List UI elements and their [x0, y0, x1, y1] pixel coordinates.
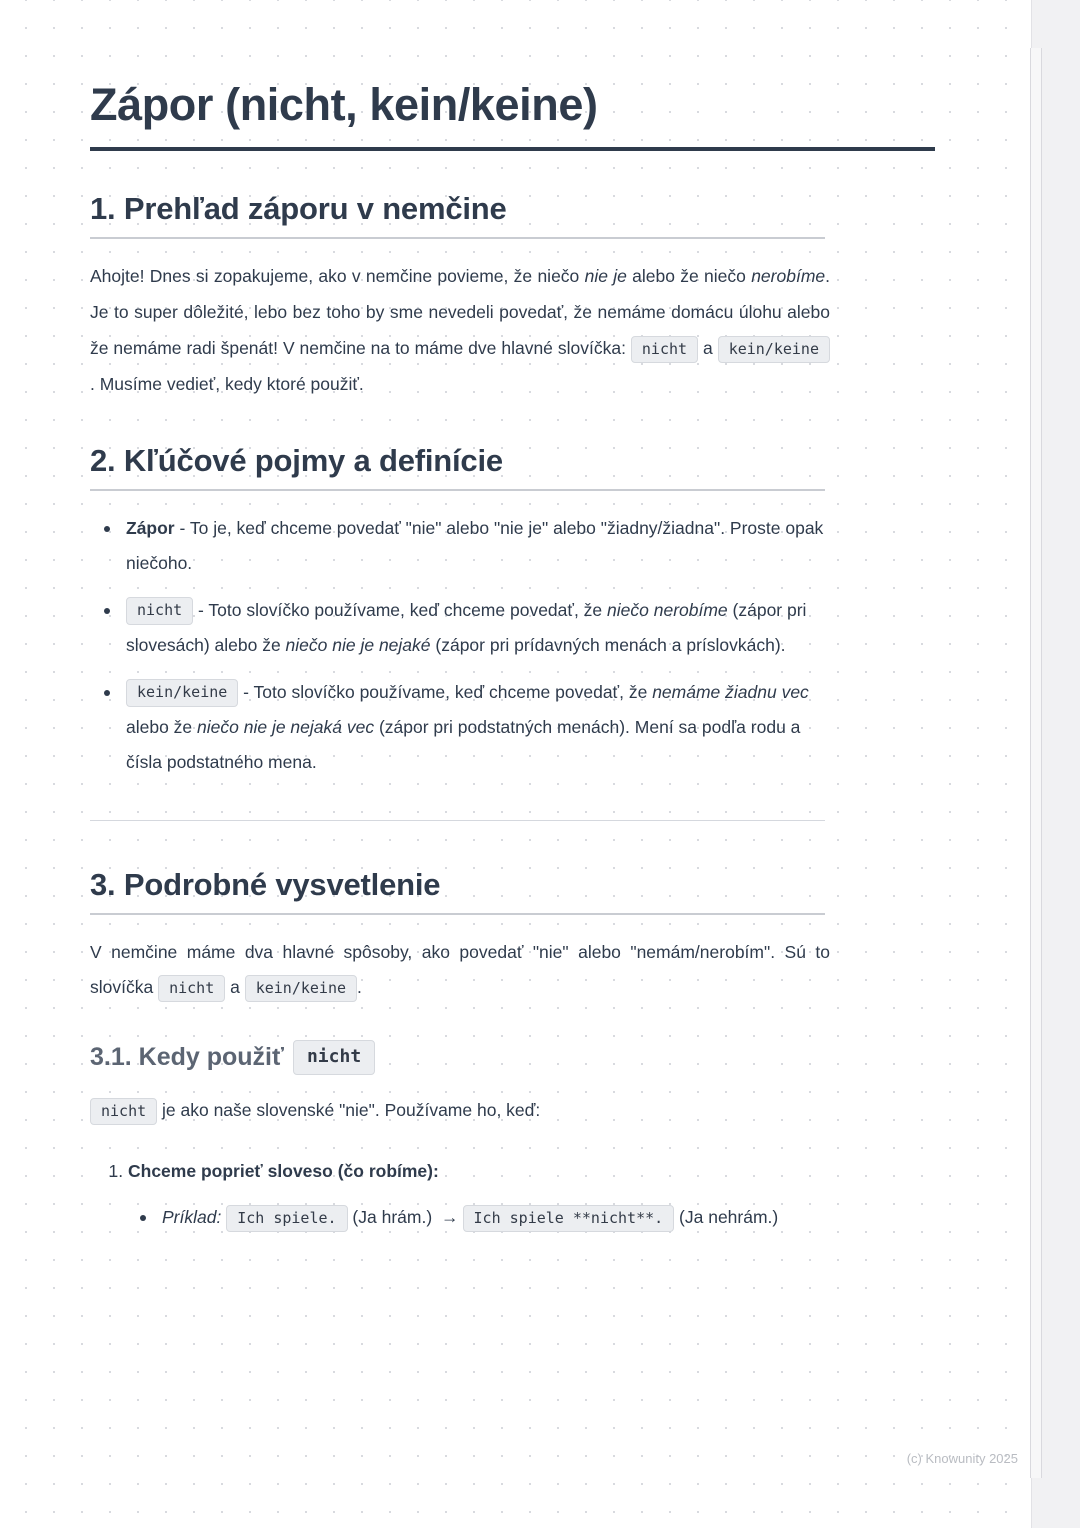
section-3-divider — [90, 913, 825, 915]
list-item — [90, 511, 830, 581]
subsection-3-1-heading — [90, 1040, 830, 1075]
usage-item-title: Chceme poprieť sloveso (čo robíme): — [128, 1160, 439, 1181]
text-fragment: a — [225, 977, 245, 998]
text-fragment: je ako naše slovenské "nie". Používame ho, keď: — [157, 1100, 541, 1121]
list-item — [128, 1200, 830, 1235]
code-chip-nicht: nicht — [158, 975, 225, 1002]
section-1-heading: 1. Prehľad záporu v nemčine — [90, 191, 507, 227]
code-chip-nicht: nicht — [90, 1098, 157, 1125]
text-fragment: (zápor pri podstatných menách). Mení sa podľa rodu a čísla podstatného mena. — [126, 716, 801, 772]
list-item — [90, 593, 830, 663]
text-fragment: . — [357, 977, 362, 998]
term-zapor: Zápor — [126, 517, 175, 538]
code-chip-ich-spiele: Ich spiele. — [226, 1205, 347, 1232]
scrollbar-thumb[interactable] — [1030, 48, 1042, 1478]
text-fragment: - To je, keď chceme povedať "nie" alebo "nie je" alebo "žiadny/žiadna". Proste opak niečoho. — [126, 517, 824, 573]
code-chip-kein-keine: kein/keine — [245, 975, 357, 1002]
emphasis-phrase: niečo nie je nejaká vec — [197, 716, 375, 737]
copyright-note: (c) Knowunity 2025 — [906, 1451, 1018, 1466]
section-1-divider — [90, 237, 825, 239]
text-fragment: alebo že niečo — [626, 266, 752, 287]
code-chip-nicht: nicht — [631, 336, 698, 363]
code-chip-kein-keine: kein/keine — [718, 336, 830, 363]
subsection-label: 3.1. Kedy použiť — [90, 1043, 284, 1072]
list-item — [90, 675, 830, 780]
example-label: Príklad: — [162, 1207, 222, 1228]
section-1-paragraph — [90, 259, 830, 403]
text-fragment: . Je to super dôležité, lebo bez toho by sme nevedeli povedať, že nemáme domácu úlohu alebo že nemáme radi špenát! V nemčine na to máme dve hlavné slovíčka: — [90, 266, 831, 358]
code-chip-kein-keine: kein/keine — [126, 679, 238, 706]
subsection-intro — [90, 1093, 830, 1129]
text-fragment: (Ja nehrám.) — [674, 1207, 779, 1228]
emphasis-phrase: nemáme žiadnu vec — [652, 681, 809, 702]
section-2-heading: 2. Kľúčové pojmy a definície — [90, 442, 503, 478]
title-divider — [90, 147, 935, 151]
text-fragment: - Toto slovíčko používame, keď chceme povedať, že — [238, 681, 653, 702]
example-list — [128, 1200, 830, 1235]
text-fragment: Ahojte! Dnes si zopakujeme, ako v nemčine povieme, že niečo — [90, 266, 585, 287]
section-3-paragraph — [90, 935, 830, 1007]
emphasis-nie-je: nie je — [584, 266, 627, 287]
emphasis-phrase: niečo nerobíme — [607, 599, 728, 620]
text-fragment: (zápor pri slovesách) alebo že — [126, 599, 807, 655]
section-3-heading: 3. Podrobné vysvetlenie — [90, 866, 441, 902]
text-fragment: a — [698, 337, 718, 358]
definitions-list — [90, 511, 830, 780]
emphasis-phrase: niečo nie je nejaké — [285, 634, 431, 655]
code-chip-nicht: nicht — [293, 1040, 375, 1075]
text-fragment: - Toto slovíčko používame, keď chceme povedať, že — [193, 599, 608, 620]
text-fragment: V nemčine máme dva hlavné spôsoby, ako povedať "nie" alebo "nemám/nerobím". Sú to slovíčka — [90, 941, 830, 998]
text-fragment: (Ja hrám.) — [347, 1207, 438, 1228]
text-fragment: (zápor pri prídavných menách a príslovkách). — [430, 634, 786, 655]
text-fragment: . Musíme vedieť, kedy ktoré použiť. — [90, 373, 364, 394]
document-content — [90, 78, 830, 1245]
list-item — [128, 1155, 830, 1235]
arrow-icon: → — [441, 1207, 459, 1228]
section-separator — [90, 820, 825, 821]
code-chip-ich-spiele-nicht: Ich spiele **nicht**. — [463, 1205, 675, 1232]
emphasis-nerobime: nerobíme — [751, 266, 826, 287]
usage-ordered-list — [90, 1155, 830, 1235]
section-2-divider — [90, 489, 825, 491]
text-fragment: alebo že — [126, 716, 198, 737]
code-chip-nicht: nicht — [126, 597, 193, 624]
page-title: Zápor (nicht, kein/keine) — [90, 79, 598, 130]
